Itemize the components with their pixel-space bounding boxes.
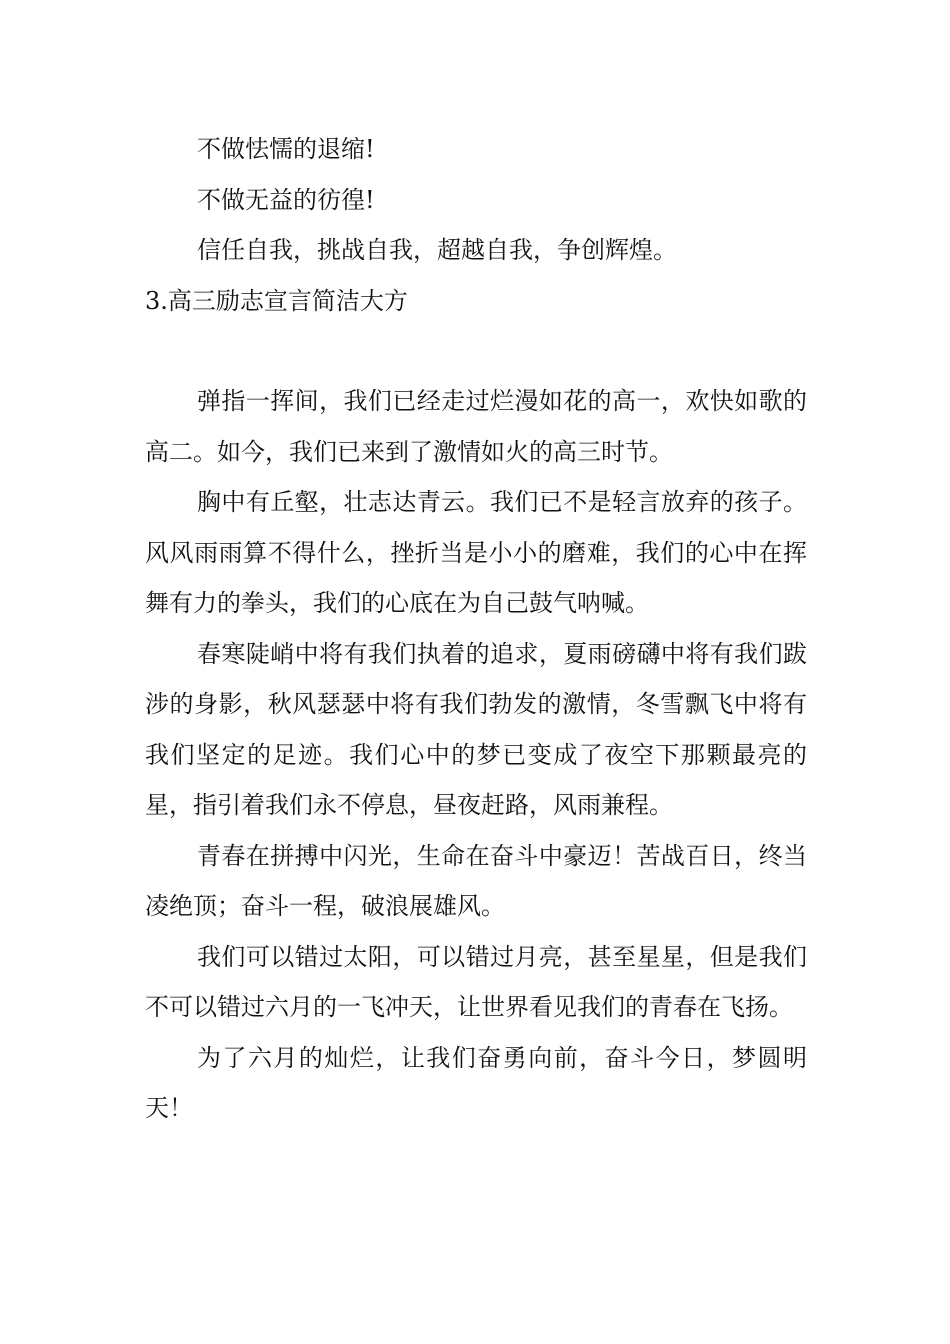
paragraph: 春寒陡峭中将有我们执着的追求，夏雨磅礴中将有我们跋涉的身影，秋风瑟瑟中将有我们勃发的激情，冬雪飘飞中将有我们坚定的足迹。我们心中的梦已变成了夜空下那颗最亮的星，指引着我们永不停息，昼夜赶路，风雨兼程。 <box>145 639 807 819</box>
intro-line: 不做无益的彷徨! <box>197 185 375 214</box>
paragraph: 我们可以错过太阳，可以错过月亮，甚至星星，但是我们不可以错过六月的一飞冲天，让世界看见我们的青春在飞扬。 <box>145 942 807 1021</box>
paragraph: 胸中有丘壑，壮志达青云。我们已不是轻言放弃的孩子。风风雨雨算不得什么，挫折当是小小的磨难，我们的心中在挥舞有力的拳头，我们的心底在为自己鼓气呐喊。 <box>145 488 807 617</box>
section-heading: 3.高三励志宣言简洁大方 <box>145 286 408 315</box>
paragraph: 为了六月的灿烂，让我们奋勇向前，奋斗今日，梦圆明天！ <box>145 1043 807 1122</box>
paragraph: 青春在拼搏中闪光，生命在奋斗中豪迈！苦战百日，终当凌绝顶；奋斗一程，破浪展雄风。 <box>145 841 807 920</box>
paragraph: 弹指一挥间，我们已经走过烂漫如花的高一，欢快如歌的高二。如今，我们已来到了激情如火的高三时节。 <box>145 387 807 466</box>
document-page <box>145 124 807 1134</box>
intro-line: 信任自我，挑战自我，超越自我，争创辉煌。 <box>197 236 677 264</box>
intro-line: 不做怯懦的退缩! <box>197 135 375 163</box>
